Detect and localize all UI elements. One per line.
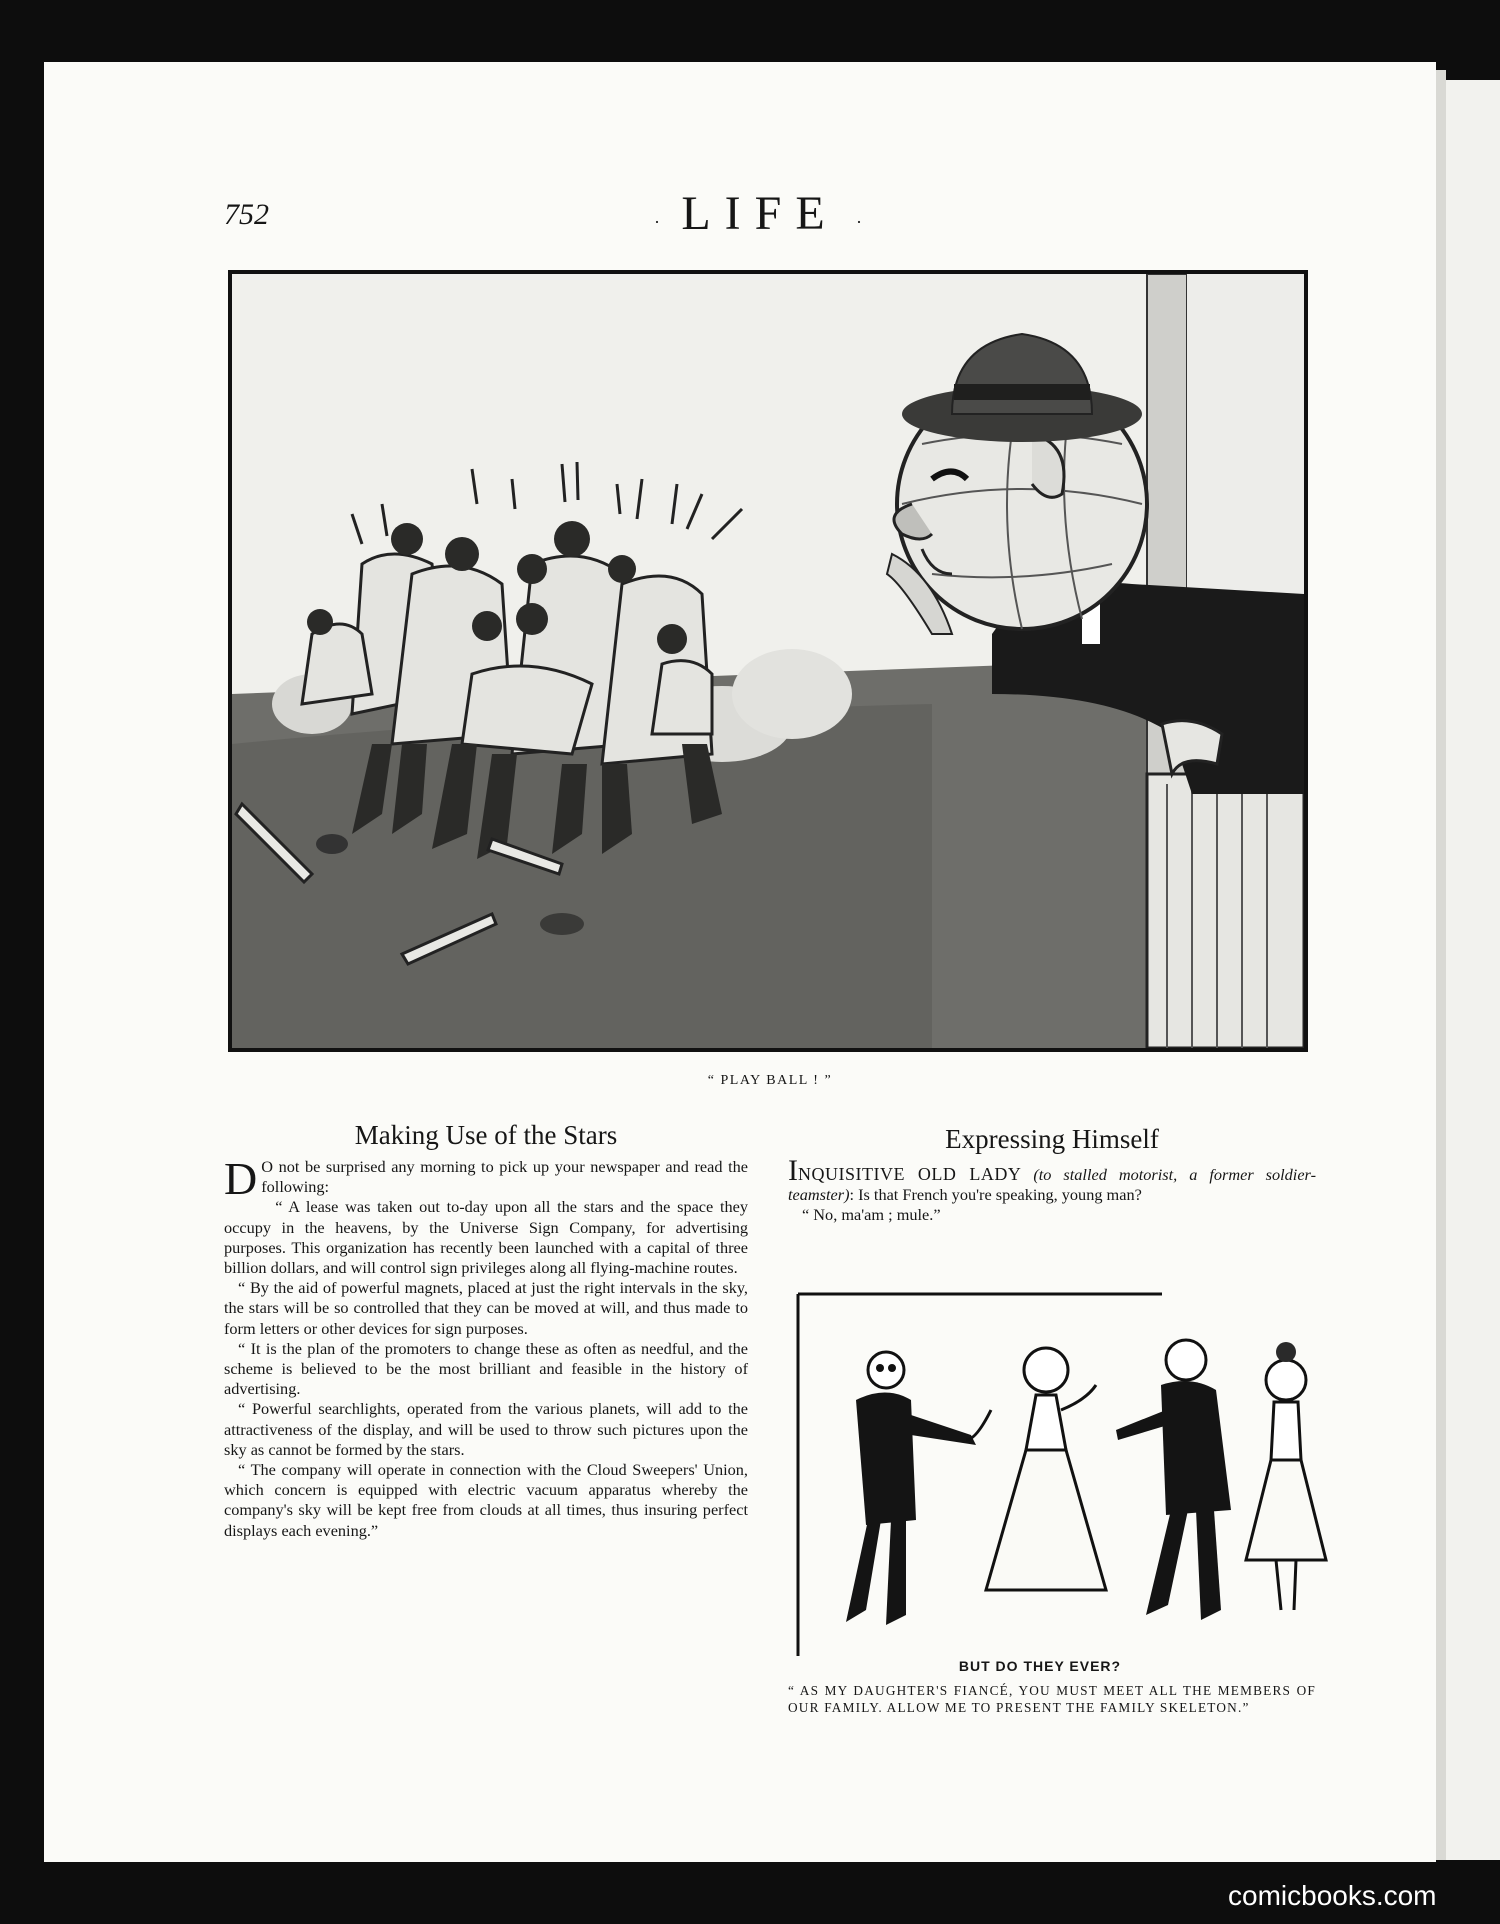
masthead-dot-right: · [856,212,862,232]
small-cartoon-caption: “ AS MY DAUGHTER'S FIANCÉ, YOU MUST MEET ALL THE MEMBERS OF OUR FAMILY. ALLOW ME TO PRESENT THE FAMILY SKELETON.” [788,1683,1316,1715]
article-body [224,1153,748,1541]
article-lead-paragraph [224,1153,748,1204]
masthead: LIFE [681,187,839,240]
article-lead-text: O not be surprised any morning to pick up your newspaper and read the following: [261,1157,748,1197]
article-paragraph: “ By the aid of powerful magnets, placed at just the right intervals in the sky, the stars will be so controlled that they can be moved at will, and thus made to form letters or other devices for sign purposes. [224,1278,748,1338]
article-headline: Making Use of the Stars [354,1120,618,1150]
article-making-use-of-the-stars [224,1120,748,1541]
page-number: 752 [224,198,269,231]
answer-text: “ No, ma'am ; mule.” [802,1205,941,1225]
article-body [788,1154,1316,1226]
small-cartoon-title: BUT DO THEY EVER? [958,1658,1122,1674]
family-skeleton-cartoon [796,1290,1330,1656]
article-lead-paragraph [788,1154,1316,1205]
watermark: comicbooks.com [1228,1880,1437,1911]
article-expressing-himself [788,1124,1316,1226]
masthead-dot-left: · [654,212,660,232]
article-paragraph: “ A lease was taken out to-day upon all the stars and the space they occupy in the heavens, by the Universe Sign Company, for advertising purposes. This organization has recently been launched with a capital of three billion dollars, and will control sign privileges along all flying-machine routes. [224,1197,748,1278]
page-gutter [1436,70,1446,1860]
article-paragraph: “ It is the plan of the promoters to change these as often as needful, and the scheme is believed to be the most brilliant and feasible in the history of advertising. [224,1338,748,1399]
adjacent-page-edge [1446,80,1500,1860]
skeleton-introduction-illustration [796,1290,1330,1656]
lead-capital: I [788,1154,798,1187]
article-paragraph: “ The company will operate in connection with the Cloud Sweepers' Union, which concern is equipped with electric vacuum apparatus whereby the company's sky will be kept free from clouds at all times, thus insuring perfect displays each evening.” [224,1460,748,1540]
stage-direction: (to stalled motorist, a former soldier-teamster) [788,1165,1316,1205]
speaker-name: NQUISITIVE OLD LADY [798,1164,1022,1184]
drop-cap: D [224,1153,258,1204]
article-headline: Expressing Himself [945,1124,1159,1154]
article-paragraph: “ Powerful searchlights, operated from the various planets, will add to the attractiveness of the display, and will be used to throw such pictures upon the sky as cannot be formed by the stars. [224,1399,748,1459]
baseball-cartoon-illustration [232,274,1304,1048]
question-text: : Is that French you're speaking, young man? [849,1185,1142,1205]
main-cartoon-caption: “ PLAY BALL ! ” [707,1073,833,1088]
main-cartoon [228,270,1308,1052]
